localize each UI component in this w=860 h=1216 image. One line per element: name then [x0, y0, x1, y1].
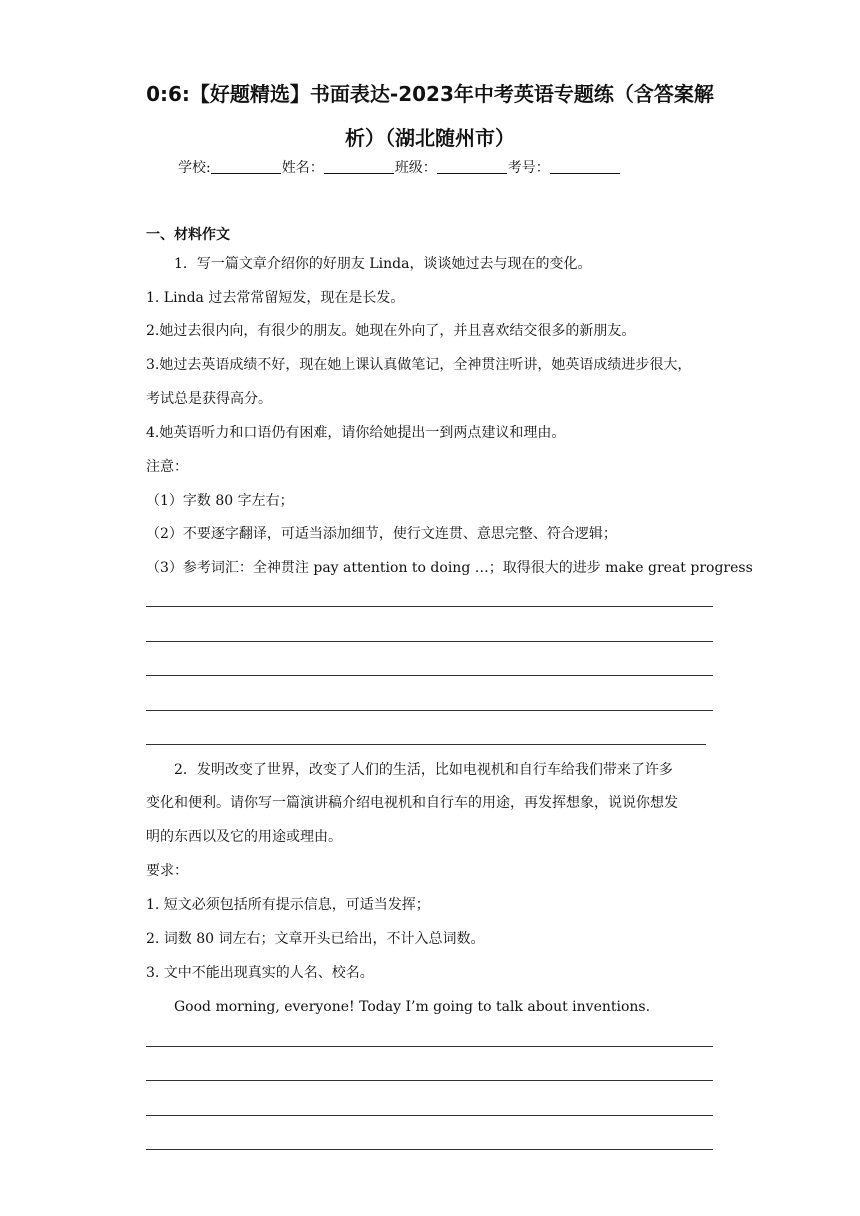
q2-opening: Good morning, everyone! Today I’m going to talk about inventions.: [174, 999, 651, 1015]
answer-line[interactable]: [146, 1149, 713, 1150]
exam-no-label: 考号：: [507, 160, 550, 176]
class-label: 班级：: [394, 160, 437, 176]
q1-point: 考试总是获得高分。: [146, 391, 272, 407]
q1-note: （1）字数 80 字左右；: [146, 493, 294, 509]
q1-point: 1. Linda 过去常常留短发，现在是长发。: [146, 290, 405, 306]
q1-note: （2）不要逐字翻译，可适当添加细节，使行文连贯、意思完整、符合逻辑；: [146, 526, 617, 542]
q1-point: 4.她英语听力和口语仍有困难，请你给她提出一到两点建议和理由。: [146, 425, 566, 441]
q2-prompt: 变化和便利。请你写一篇演讲稿介绍电视机和自行车的用途，再发挥想象，说说你想发: [146, 795, 678, 811]
exam-no-blank[interactable]: [550, 159, 620, 174]
school-label: 学校:: [178, 160, 211, 176]
q2-req-label: 要求：: [146, 863, 188, 879]
q2-req: 1. 短文必须包括所有提示信息，可适当发挥；: [146, 897, 430, 913]
q1-point: 2.她过去很内向，有很少的朋友。她现在外向了，并且喜欢结交很多的新朋友。: [146, 323, 636, 339]
name-label: 姓名：: [281, 160, 324, 176]
class-blank[interactable]: [437, 159, 507, 174]
answer-line[interactable]: [146, 606, 713, 607]
q1-note: （3）参考词汇：全神贯注 pay attention to doing …；取得很大的进步 make great progress: [146, 560, 753, 576]
q1-point: 3.她过去英语成绩不好，现在她上课认真做笔记，全神贯注听讲，她英语成绩进步很大，: [146, 357, 692, 373]
answer-line[interactable]: [146, 744, 706, 745]
q1-prompt: 1．写一篇文章介绍你的好朋友 Linda，谈谈她过去与现在的变化。: [174, 256, 592, 272]
answer-line[interactable]: [146, 1080, 713, 1081]
q1-note-label: 注意：: [146, 459, 188, 475]
answer-line[interactable]: [146, 710, 713, 711]
page-title: 0:6:【好题精选】书面表达-2023年中考英语专题练（含答案解析）（湖北随州市）: [146, 82, 714, 150]
q2-prompt: 2．发明改变了世界，改变了人们的生活，比如电视机和自行车给我们带来了许多: [174, 762, 673, 778]
answer-line[interactable]: [146, 675, 713, 676]
q2-req: 3. 文中不能出现真实的人名、校名。: [146, 965, 374, 981]
q2-prompt: 明的东西以及它的用途或理由。: [146, 829, 342, 845]
q2-req: 2. 词数 80 词左右；文章开头已给出，不计入总词数。: [146, 931, 485, 947]
student-info-line: [178, 157, 621, 177]
answer-line[interactable]: [146, 641, 713, 642]
answer-line[interactable]: [146, 1046, 713, 1047]
name-blank[interactable]: [324, 159, 394, 174]
answer-line[interactable]: [146, 1115, 713, 1116]
school-blank[interactable]: [211, 159, 281, 174]
section-heading: 一、材料作文: [146, 227, 230, 243]
